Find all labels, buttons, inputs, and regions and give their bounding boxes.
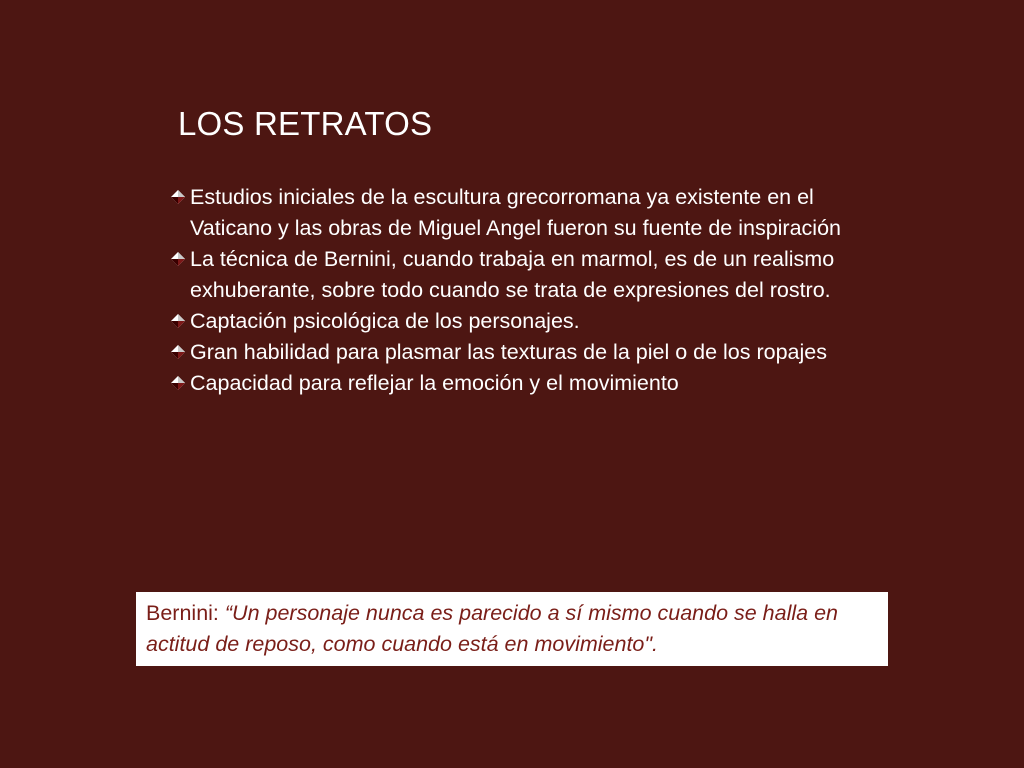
bullet-text: Captación psicológica de los personajes. [190,309,580,333]
bullet-item [170,337,890,368]
quote-box [136,592,888,666]
bullet-text: Gran habilidad para plasmar las texturas de la piel o de los ropajes [190,340,828,364]
bullet-item [170,306,890,337]
bullet-text: Capacidad para reflejar la emoción y el movimiento [190,371,679,395]
diamond-bullet-icon [171,252,185,266]
bullet-text: Estudios iniciales de la escultura grecorromana ya existente en el Vaticano y las obras de Miguel Angel fueron su fuente de inspiración [190,185,841,240]
bullet-item [170,244,890,306]
diamond-bullet-icon [171,376,185,390]
diamond-bullet-icon [171,190,185,204]
diamond-bullet-icon [171,314,185,328]
quote-author: Bernini: [146,601,219,625]
bullet-item [170,368,890,399]
diamond-bullet-icon [171,345,185,359]
bullet-text: La técnica de Bernini, cuando trabaja en marmol, es de un realismo exhuberante, sobre todo cuando se trata de expresiones del rostro. [190,247,835,302]
quote-text: “Un personaje nunca es parecido a sí mismo cuando se halla en actitud de reposo, como cuando está en movimiento". [146,601,838,656]
bullet-list [170,182,890,399]
slide-title: LOS RETRATOS [178,105,433,142]
bullet-item [170,182,890,244]
